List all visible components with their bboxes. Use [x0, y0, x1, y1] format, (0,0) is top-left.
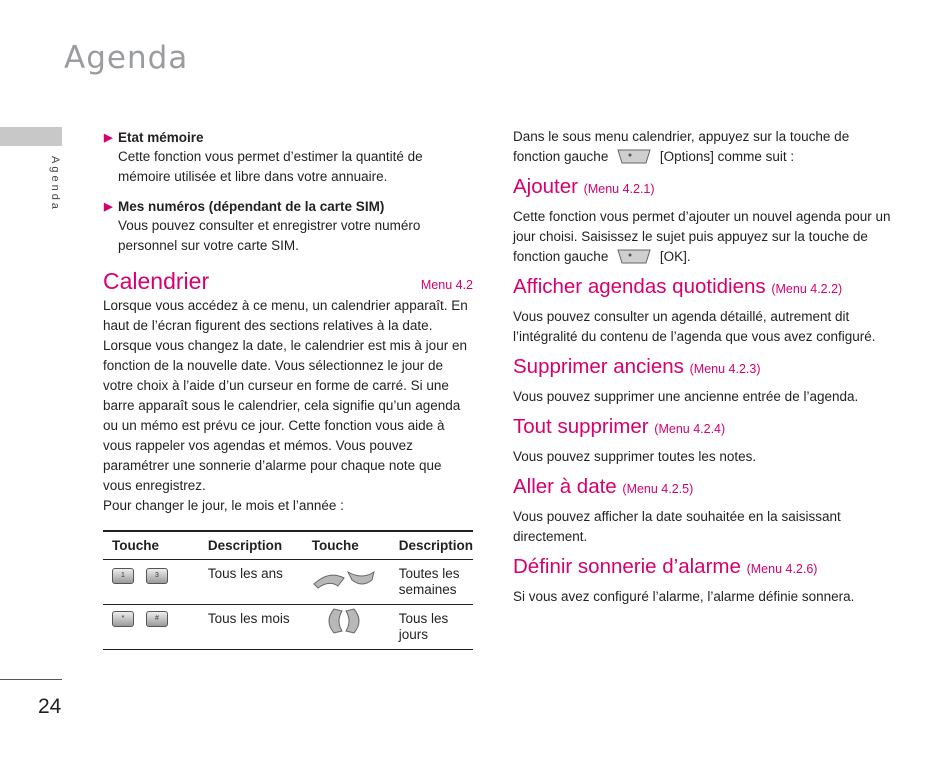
bullet-etat-memoire: [103, 128, 473, 187]
section-title-tout-supprimer: [513, 413, 893, 443]
section-title-ajouter: [513, 173, 893, 203]
header-title: Agenda: [64, 40, 189, 76]
page-rule: [0, 679, 62, 680]
section-text-after: [OK].: [659, 249, 691, 264]
arrow-icon: ▶: [104, 132, 113, 144]
arrow-icon: ▶: [104, 201, 113, 213]
section-menu-ref: Menu 4.2: [420, 278, 473, 292]
section-text-aller-a-date: Vous pouvez afficher la date souhaitée en la saisissant directement.: [513, 509, 841, 544]
bullet-text: Vous pouvez consulter et enregistrer votre numéro personnel sur votre carte SIM.: [118, 218, 421, 253]
section-text-ajouter: [513, 207, 893, 267]
section-title-definir-sonnerie: [513, 553, 893, 583]
table-cell: Tous les mois: [199, 605, 303, 650]
section-text-tout-supprimer: Vous pouvez supprimer toutes les notes.: [513, 449, 757, 464]
side-label: Agenda: [49, 156, 61, 212]
table-header: Description: [390, 531, 473, 560]
intro-text: Dans le sous menu calendrier, appuyez sur la touche de fonction gauche: [513, 129, 850, 164]
table-row: [103, 560, 473, 605]
section-title-aller-a-date: [513, 473, 893, 503]
table-header: Description: [199, 531, 303, 560]
right-intro: [513, 127, 893, 167]
section-title-text: Afficher agendas quotidiens: [513, 275, 766, 298]
section-title-text: Ajouter: [513, 175, 578, 198]
table-header: Touche: [303, 531, 390, 560]
key-1-icon: 1: [112, 568, 134, 584]
section-text: Cette fonction vous permet d’ajouter un nouvel agenda pour un jour choisi. Saisissez le sujet puis appuyez sur la touche de fonction gauche: [513, 209, 891, 264]
section-text-afficher: Vous pouvez consulter un agenda détaillé, autrement dit l’intégralité du contenu de l’agenda que vous avez configuré.: [513, 309, 876, 344]
key-3-icon: 3: [146, 568, 168, 584]
left-softkey-icon: [617, 249, 651, 264]
section-text-supprimer-anciens: Vous pouvez supprimer une ancienne entrée de l’agenda.: [513, 389, 859, 404]
section-menu-ref: (Menu 4.2.4): [654, 422, 726, 436]
bullet-mes-numeros: [103, 197, 473, 256]
page-number: 24: [38, 695, 62, 718]
section-title-text: Supprimer anciens: [513, 355, 684, 378]
section-text-definir-sonnerie: Si vous avez configuré l’alarme, l’alarme définie sonnera.: [513, 589, 855, 604]
keys-table: [103, 530, 473, 650]
side-tab-bar: [0, 127, 62, 146]
section-title-text: Définir sonnerie d’alarme: [513, 555, 741, 578]
bullet-title: Mes numéros (dépendant de la carte SIM): [118, 199, 385, 214]
section-title-calendrier: Calendrier: [103, 268, 210, 294]
bullet-text: Cette fonction vous permet d’estimer la quantité de mémoire utilisée et libre dans votre annuaire.: [118, 149, 423, 184]
table-header: Touche: [103, 531, 199, 560]
left-softkey-icon: [617, 149, 651, 164]
table-row: [103, 605, 473, 650]
nav-up-down-icon: [312, 566, 376, 590]
section-menu-ref: (Menu 4.2.1): [583, 182, 655, 196]
section-menu-ref: (Menu 4.2.5): [622, 482, 694, 496]
section-title-supprimer-anciens: [513, 353, 893, 383]
section-menu-ref: (Menu 4.2.6): [746, 562, 818, 576]
section-title-text: Aller à date: [513, 475, 617, 498]
table-cell: Tous les ans: [199, 560, 303, 605]
section-title-text: Tout supprimer: [513, 415, 649, 438]
nav-left-right-icon: [312, 607, 376, 635]
section-title-afficher: [513, 273, 893, 303]
table-cell: Toutes les semaines: [390, 560, 473, 605]
bullet-title: Etat mémoire: [118, 130, 204, 145]
calendrier-paragraph: Lorsque vous accédez à ce menu, un calendrier apparaît. En haut de l’écran figurent des sections relatives à la date. Lorsque vous changez la date, le calendrier est mis à jour en fonction de la nouvelle date. Vous sélectionnez le jour de votre choix à l’aide d’un curseur en forme de carré. Si une barre apparaît sous le calendrier, cela signifie qu’un agenda ou un mémo est prévu ce jour. Cette fonction vous aide à vous rappeler vos agendas et mémos. Vous pouvez paramétrer une sonnerie d’alarme pour chaque note que vous enregistrez.: [103, 298, 468, 493]
left-column: [103, 128, 473, 650]
section-menu-ref: (Menu 4.2.3): [689, 362, 761, 376]
right-column: [513, 127, 893, 607]
key-star-icon: *: [112, 611, 134, 627]
key-hash-icon: #: [146, 611, 168, 627]
section-menu-ref: (Menu 4.2.2): [771, 282, 843, 296]
table-intro: Pour changer le jour, le mois et l’année :: [103, 498, 344, 513]
intro-text-after: [Options] comme suit :: [659, 149, 795, 164]
table-cell: Tous les jours: [390, 605, 473, 650]
